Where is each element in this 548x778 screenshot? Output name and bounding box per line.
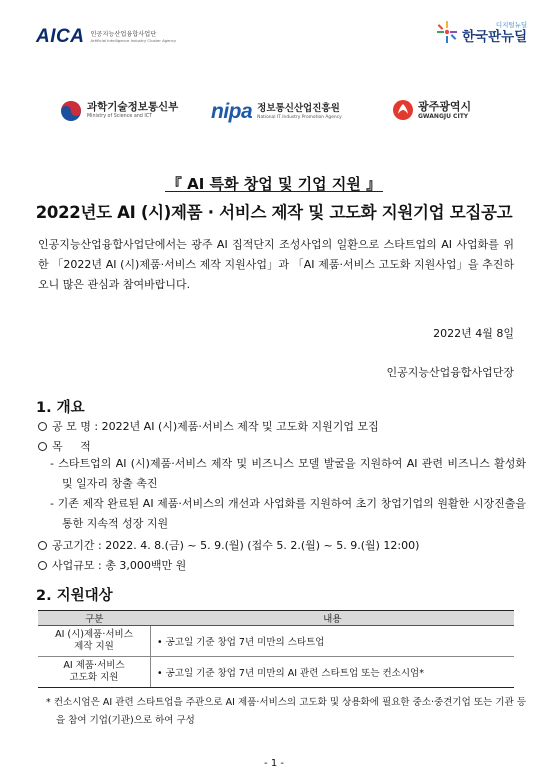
korean-new-deal-label: 한국판뉴딜 [462, 28, 528, 45]
circle-bullet-icon [38, 422, 47, 431]
gwangju-english-name: GWANGJU CITY [418, 112, 469, 120]
circle-bullet-icon [38, 541, 47, 550]
gwangju-emblem-icon [392, 99, 414, 121]
msit-korean-name: 과학기술정보통신부 [87, 100, 179, 113]
new-deal-text [462, 22, 527, 44]
sub-title-underline [165, 191, 383, 192]
nipa-korean-name: 정보통신산업진흥원 [257, 102, 340, 114]
aica-subtitle [90, 32, 176, 43]
aica-english-name: Artificial Intelligence Industry Cluster Agency [90, 37, 177, 43]
list-item [38, 537, 419, 553]
nipa-text [257, 104, 342, 121]
purpose-item-1: - 스타트업의 AI (시)제품·서비스 제작 및 비즈니스 모델 발굴을 지원하여 AI 관련 비즈니스 활성화 및 일자리 창출 촉진 [50, 457, 526, 490]
list-item [38, 438, 91, 454]
purpose-label: 목 적 [52, 440, 91, 453]
gwangju-city-logo [392, 99, 471, 121]
new-deal-emblem-icon [436, 20, 458, 44]
msit-logo [60, 100, 178, 122]
announcement-date: 2022년 4월 8일 [433, 327, 514, 340]
table-header-row [38, 611, 514, 626]
digital-new-deal-label: 디지털뉴딜 [495, 21, 528, 29]
issuer-name: 인공지능산업융합사업단장 [386, 366, 514, 379]
purpose-item-2: - 기존 제작 완료된 AI 제품·서비스의 개선과 사업화를 지원하여 초기 창업기업의 원활한 시장진출을 통한 지속적 성장 지원 [50, 497, 526, 530]
table-cell-category: AI (시)제품·서비스 제작 지원 [38, 626, 151, 657]
msit-english-name: Ministry of Science and ICT [87, 114, 153, 120]
gwangju-text [418, 101, 471, 120]
msit-text [87, 102, 178, 120]
table-cell-content: • 공고일 기준 창업 7년 미만의 스타트업 [151, 626, 515, 657]
consortium-footnote: * 컨소시엄은 AI 관련 스타트업을 주관으로 AI 제품·서비스의 고도화 및 상용화에 필요한 중소·중견기업 또는 기관 등을 참여 기업(기관)으로 하여 구성 [46, 697, 526, 726]
page-number: - 1 - [264, 758, 284, 769]
table-cell-content: • 공고일 기준 창업 7년 미만의 AI 관련 스타트업 또는 컨소시엄* [151, 657, 515, 688]
table-row [38, 626, 514, 657]
list-item [38, 557, 186, 573]
aica-logo [36, 26, 176, 48]
korean-new-deal-logo [436, 20, 527, 44]
program-budget: 사업규모 : 총 3,000백만 원 [52, 559, 187, 572]
section-heading-overview: 1. 개요 [36, 400, 85, 416]
list-item [38, 418, 379, 434]
section-heading-eligibility: 2. 지원대상 [36, 588, 113, 604]
announcement-name: 공 모 명 : 2022년 AI (시)제품·서비스 제작 및 고도화 지원기업 모집 [52, 420, 379, 433]
intro-paragraph: 인공지능산업융합사업단에서는 광주 AI 집적단지 조성사업의 일환으로 스타트업의 AI 사업화를 위한 「2022년 AI (시)제품·서비스 제작 지원사업」과 「AI 제품·서비스 고도화 지원사업」을 추진하오니 많은 관심과 참여바랍니다. [38, 238, 514, 291]
table-header-content: 내용 [151, 611, 515, 626]
gwangju-korean-name: 광주광역시 [418, 99, 472, 113]
table-cell-category: AI 제품·서비스 고도화 지원 [38, 657, 151, 688]
eligibility-table [38, 610, 514, 688]
sub-title: 『 AI 특화 창업 및 기업 지원 』 [166, 175, 382, 193]
aica-korean-name: 인공지능산업융합사업단 [90, 30, 157, 38]
taegeuk-emblem-icon [60, 100, 82, 122]
table-header-category: 구분 [38, 611, 151, 626]
nipa-wordmark: nipa [211, 100, 253, 123]
circle-bullet-icon [38, 561, 47, 570]
table-row [38, 657, 514, 688]
page-title: 2022년도 AI (시)제품 · 서비스 제작 및 고도화 지원기업 모집공고 [35, 203, 513, 222]
circle-bullet-icon [38, 442, 47, 451]
announcement-period: 공고기간 : 2022. 4. 8.(금) ~ 5. 9.(월) (접수 5. 2.(월) ~ 5. 9.(월) 12:00) [52, 539, 420, 552]
nipa-logo [211, 100, 342, 124]
nipa-english-name: National IT Industry Promotion Agency [257, 115, 342, 121]
aica-wordmark: AICA [36, 26, 85, 47]
